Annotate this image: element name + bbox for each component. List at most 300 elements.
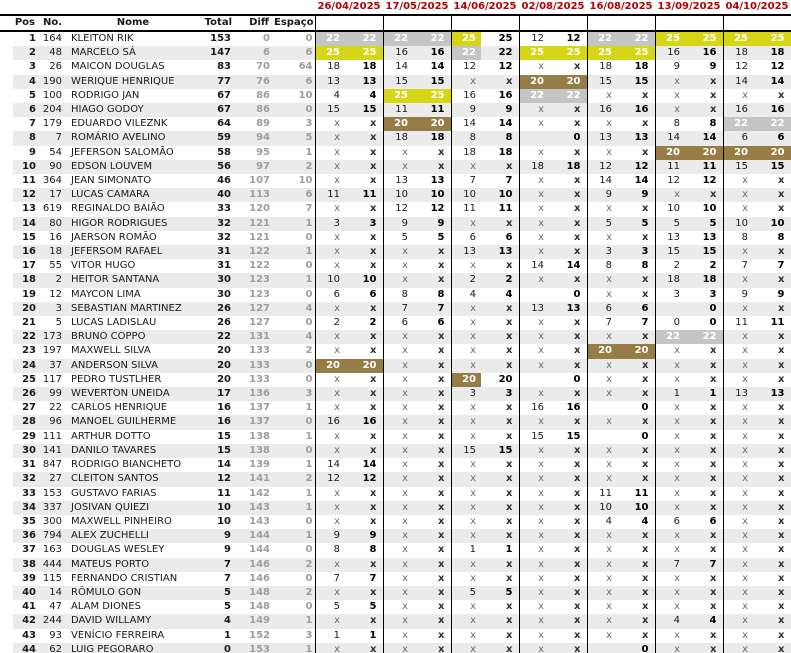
driver-number-cell: 847 [38,458,64,472]
driver-name-cell: DANILO TAVARES [64,444,202,458]
race-total-cell: x [345,373,383,387]
driver-number-cell: 14 [38,586,64,600]
race-co-cell: x [655,543,685,557]
race-total-cell: x [549,316,587,330]
gap-cell: 0 [274,600,315,614]
col-header-pos: Pos [13,15,38,31]
race-total-cell: x [549,103,587,117]
race-total-cell: x [617,600,655,614]
driver-name-cell: MAXWELL PINHEIRO [64,515,202,529]
race-total-cell: x [753,600,791,614]
race-total-cell: 7 [685,558,723,572]
driver-name-cell: MAXWELL SILVA [64,344,202,358]
driver-name-cell: HIAGO GODOY [64,103,202,117]
driver-name-cell: MARCELO SÁ [64,46,202,60]
driver-number-cell: 179 [38,117,64,131]
race-co-cell: 18 [383,131,413,145]
race-total-cell: 6 [617,302,655,316]
race-co-cell: 25 [383,89,413,103]
race-total-cell: 7 [413,302,451,316]
race-co-cell: x [655,89,685,103]
standings-row [0,316,791,330]
total-points-cell: 20 [202,359,238,373]
standings-row [0,273,791,287]
race-total-cell: x [345,515,383,529]
driver-number-cell: 197 [38,344,64,358]
driver-number-cell: 2 [38,273,64,287]
row-gutter [0,160,13,174]
race-total-cell: x [345,387,383,401]
total-points-cell: 9 [202,529,238,543]
race-co-cell: x [315,444,345,458]
race-co-cell: x [451,359,481,373]
pos-cell: 26 [13,387,38,401]
race-total-cell: x [549,515,587,529]
race-total-cell: x [753,174,791,188]
race-total-cell: x [413,543,451,557]
race-total-cell: 3 [481,387,519,401]
row-gutter [0,614,13,628]
diff-cell: 133 [238,344,274,358]
race-co-cell: 12 [655,174,685,188]
total-points-cell: 33 [202,202,238,216]
diff-cell: 86 [238,103,274,117]
pos-cell: 9 [13,146,38,160]
race-total-cell: x [481,302,519,316]
race-co-cell: x [315,401,345,415]
gap-cell: 1 [274,401,315,415]
driver-name-cell: ANDERSON SILVA [64,359,202,373]
race-total-cell: x [345,614,383,628]
race-co-cell: 20 [519,75,549,89]
row-gutter [0,46,13,60]
race-co-cell: x [723,344,753,358]
race-total-cell: x [481,458,519,472]
driver-number-cell: 164 [38,31,64,46]
race-total-cell: x [617,288,655,302]
race-co-cell: 14 [315,458,345,472]
race-co-cell [587,401,617,415]
driver-name-cell: LUCAS LADISLAU [64,316,202,330]
row-gutter [0,103,13,117]
pos-cell: 44 [13,643,38,653]
race-co-cell: x [655,600,685,614]
race-total-cell: 2 [685,259,723,273]
race-co-cell: x [519,458,549,472]
col-header-race-total: Total [617,15,655,31]
row-gutter [0,401,13,415]
driver-number-cell: 300 [38,515,64,529]
race-co-cell: x [519,515,549,529]
driver-number-cell: 204 [38,103,64,117]
race-total-cell: x [345,231,383,245]
race-total-cell: x [345,160,383,174]
race-total-cell: 16 [549,401,587,415]
col-header-race-total: Total [413,15,451,31]
race-co-cell: x [451,316,481,330]
driver-number-cell: 48 [38,46,64,60]
diff-cell: 144 [238,529,274,543]
race-total-cell: x [549,487,587,501]
race-total-cell: x [481,359,519,373]
race-co-cell: x [451,344,481,358]
race-total-cell: x [617,458,655,472]
row-gutter [0,472,13,486]
race-total-cell: 0 [549,288,587,302]
race-total-cell: 8 [685,117,723,131]
race-total-cell: 15 [481,444,519,458]
gap-cell: 1 [274,245,315,259]
race-total-cell: 12 [753,60,791,74]
race-co-cell: 10 [383,188,413,202]
race-co-cell: x [383,515,413,529]
race-total-cell: 10 [753,217,791,231]
race-total-cell: 6 [345,288,383,302]
race-total-cell: x [345,344,383,358]
race-co-cell: x [655,643,685,653]
row-gutter [0,245,13,259]
race-co-cell: 22 [655,330,685,344]
driver-name-cell: PEDRO TUSTLHER [64,373,202,387]
diff-cell: 144 [238,543,274,557]
race-co-cell: x [723,415,753,429]
driver-number-cell: 794 [38,529,64,543]
race-co-cell: x [519,415,549,429]
race-co-cell: x [315,487,345,501]
race-co-cell: x [315,302,345,316]
race-co-cell: 15 [383,75,413,89]
race-total-cell: x [685,629,723,643]
total-points-cell: 7 [202,558,238,572]
race-total-cell: x [481,415,519,429]
race-total-cell: x [413,259,451,273]
race-co-cell: x [587,202,617,216]
race-co-cell: 6 [587,302,617,316]
race-co-cell: x [315,430,345,444]
race-co-cell: 12 [383,202,413,216]
driver-number-cell: 141 [38,444,64,458]
race-total-cell: 14 [617,174,655,188]
diff-cell: 107 [238,174,274,188]
race-co-cell: 3 [655,288,685,302]
race-co-cell: x [383,160,413,174]
race-co-cell: 6 [723,131,753,145]
total-points-cell: 1 [202,629,238,643]
driver-number-cell: 5 [38,316,64,330]
race-total-cell: 9 [345,529,383,543]
race-total-cell: 16 [685,46,723,60]
standings-row [0,501,791,515]
race-co-cell: x [519,444,549,458]
driver-number-cell: 54 [38,146,64,160]
race-total-cell: 20 [617,344,655,358]
race-total-cell: 22 [481,46,519,60]
driver-number-cell: 244 [38,614,64,628]
diff-cell: 153 [238,643,274,653]
race-co-cell: x [519,629,549,643]
race-co-cell: x [519,543,549,557]
race-co-cell: 9 [315,529,345,543]
total-points-cell: 64 [202,117,238,131]
standings-row [0,231,791,245]
driver-name-cell: DAVID WILLAMY [64,614,202,628]
race-co-cell: x [655,359,685,373]
race-total-cell: x [753,501,791,515]
race-total-cell: 10 [617,501,655,515]
race-total-cell: x [549,359,587,373]
race-total-cell: x [549,543,587,557]
race-co-cell: x [723,472,753,486]
race-total-cell: x [685,430,723,444]
race-co-cell: x [723,529,753,543]
total-points-cell: 26 [202,316,238,330]
driver-number-cell: 26 [38,60,64,74]
race-total-cell: 7 [753,259,791,273]
race-co-cell: x [383,558,413,572]
race-co-cell: 25 [451,31,481,46]
total-points-cell: 16 [202,401,238,415]
race-total-cell: 2 [481,273,519,287]
race-total-cell: x [753,245,791,259]
standings-row [0,614,791,628]
race-total-cell: 9 [753,288,791,302]
race-co-cell: x [519,387,549,401]
race-total-cell: x [617,586,655,600]
total-points-cell: 32 [202,217,238,231]
gap-cell: 0 [274,543,315,557]
race-total-cell: 9 [617,188,655,202]
race-co-cell: x [587,359,617,373]
race-co-cell: x [451,75,481,89]
race-total-cell: 0 [549,131,587,145]
race-total-cell: 14 [481,117,519,131]
race-co-cell: 13 [723,387,753,401]
standings-row [0,103,791,117]
race-total-cell: x [413,430,451,444]
col-header-number: No. [38,15,64,31]
driver-name-cell: JOSIVAN QUIEZI [64,501,202,515]
standings-row [0,430,791,444]
race-co-cell: x [519,174,549,188]
race-total-cell: 18 [753,46,791,60]
race-date-header: 16/08/2025 [587,0,655,15]
race-total-cell: x [345,302,383,316]
race-co-cell: x [587,572,617,586]
total-points-cell: 20 [202,344,238,358]
race-co-cell: x [723,273,753,287]
gap-cell: 1 [274,217,315,231]
race-total-cell: x [549,188,587,202]
race-total-cell: x [413,344,451,358]
driver-number-cell: 96 [38,415,64,429]
race-total-cell: x [345,558,383,572]
gap-cell: 0 [274,259,315,273]
col-header-gap: Espaço [274,15,315,31]
gap-cell: 10 [274,89,315,103]
race-total-cell: x [617,330,655,344]
race-total-cell: x [413,515,451,529]
pos-cell: 38 [13,558,38,572]
standings-row [0,46,791,60]
race-co-cell: 8 [383,288,413,302]
race-total-cell: x [345,487,383,501]
race-co-cell: x [587,444,617,458]
driver-name-cell: RODRIGO JAN [64,89,202,103]
race-co-cell: 4 [655,614,685,628]
race-co-cell: x [655,572,685,586]
total-points-cell: 40 [202,188,238,202]
race-co-cell: 12 [315,472,345,486]
diff-cell: 127 [238,302,274,316]
race-co-cell: x [315,373,345,387]
race-co-cell: x [587,558,617,572]
standings-row [0,302,791,316]
race-total-cell: x [753,330,791,344]
race-total-cell: x [685,572,723,586]
gap-cell: 0 [274,288,315,302]
driver-name-cell: ALAM DIONES [64,600,202,614]
pos-cell: 42 [13,614,38,628]
race-co-cell: x [655,444,685,458]
race-total-cell: x [345,586,383,600]
race-total-cell: x [345,146,383,160]
race-co-cell: 14 [451,117,481,131]
pos-cell: 29 [13,430,38,444]
race-total-cell: x [685,401,723,415]
race-total-cell: 0 [685,302,723,316]
row-gutter [0,188,13,202]
pos-cell: 13 [13,202,38,216]
row-gutter [0,458,13,472]
row-gutter [0,586,13,600]
race-total-cell: x [753,302,791,316]
standings-row [0,401,791,415]
race-total-cell: 8 [753,231,791,245]
race-co-cell: x [655,415,685,429]
race-total-cell: 8 [481,131,519,145]
total-points-cell: 15 [202,444,238,458]
race-total-cell: 25 [345,46,383,60]
race-co-cell: x [723,543,753,557]
row-gutter [0,302,13,316]
col-header-race-total: Total [753,15,791,31]
race-co-cell: x [315,245,345,259]
total-points-cell: 9 [202,543,238,557]
gap-cell: 2 [274,558,315,572]
race-total-cell: x [345,131,383,145]
gap-cell: 0 [274,444,315,458]
diff-cell: 141 [238,472,274,486]
race-co-cell: 8 [315,543,345,557]
race-co-cell: 16 [587,103,617,117]
driver-name-cell: EDUARDO VILEZNK [64,117,202,131]
race-total-cell: x [413,643,451,653]
race-co-cell [655,302,685,316]
race-co-cell: x [315,202,345,216]
race-total-cell: x [617,89,655,103]
driver-name-cell: RODRIGO BIANCHETO [64,458,202,472]
driver-number-cell: 22 [38,401,64,415]
race-total-cell: x [345,430,383,444]
race-total-cell: x [345,202,383,216]
col-header-co: Co [451,15,481,31]
race-co-cell: x [519,202,549,216]
race-total-cell: 15 [617,75,655,89]
col-header-co: Co [519,15,549,31]
driver-number-cell: 17 [38,188,64,202]
standings-row [0,89,791,103]
race-total-cell: x [345,174,383,188]
race-total-cell: 22 [413,31,451,46]
race-co-cell: x [723,89,753,103]
pos-cell: 27 [13,401,38,415]
gap-cell: 1 [274,501,315,515]
race-total-cell: 9 [685,60,723,74]
race-total-cell: 25 [617,46,655,60]
race-co-cell: x [451,515,481,529]
standings-row [0,600,791,614]
driver-name-cell: SEBASTIAN MARTINEZ [64,302,202,316]
race-co-cell: 10 [587,501,617,515]
race-total-cell: x [413,558,451,572]
race-total-cell: 8 [617,259,655,273]
race-co-cell: x [315,146,345,160]
race-co-cell: x [723,614,753,628]
race-total-cell: x [413,387,451,401]
race-co-cell: 7 [655,558,685,572]
race-co-cell: x [451,614,481,628]
diff-cell: 6 [238,46,274,60]
standings-row [0,330,791,344]
diff-cell: 146 [238,558,274,572]
gap-cell: 6 [274,188,315,202]
diff-cell: 143 [238,515,274,529]
gap-cell: 6 [274,75,315,89]
race-co-cell: x [519,359,549,373]
race-total-cell: x [413,487,451,501]
race-co-cell: x [315,231,345,245]
race-co-cell: x [723,458,753,472]
race-total-cell: 12 [617,160,655,174]
race-co-cell: x [587,330,617,344]
race-co-cell: 13 [655,231,685,245]
race-total-cell: x [685,643,723,653]
race-co-cell: x [723,515,753,529]
gap-cell: 4 [274,330,315,344]
race-co-cell: x [519,558,549,572]
race-total-cell: 12 [345,472,383,486]
race-co-cell: x [315,614,345,628]
race-total-cell: x [753,344,791,358]
race-total-cell: x [549,629,587,643]
race-co-cell: x [451,430,481,444]
race-total-cell: 15 [753,160,791,174]
total-points-cell: 0 [202,643,238,653]
race-co-cell: x [723,245,753,259]
driver-number-cell: 62 [38,643,64,653]
race-total-cell: 0 [549,373,587,387]
race-total-cell: x [481,316,519,330]
race-total-cell: x [481,344,519,358]
race-co-cell: x [587,614,617,628]
standings-row [0,288,791,302]
race-total-cell: x [413,359,451,373]
race-co-cell: 16 [723,103,753,117]
race-co-cell: 9 [723,288,753,302]
race-co-cell: x [451,487,481,501]
standings-row [0,572,791,586]
race-total-cell: 12 [549,31,587,46]
